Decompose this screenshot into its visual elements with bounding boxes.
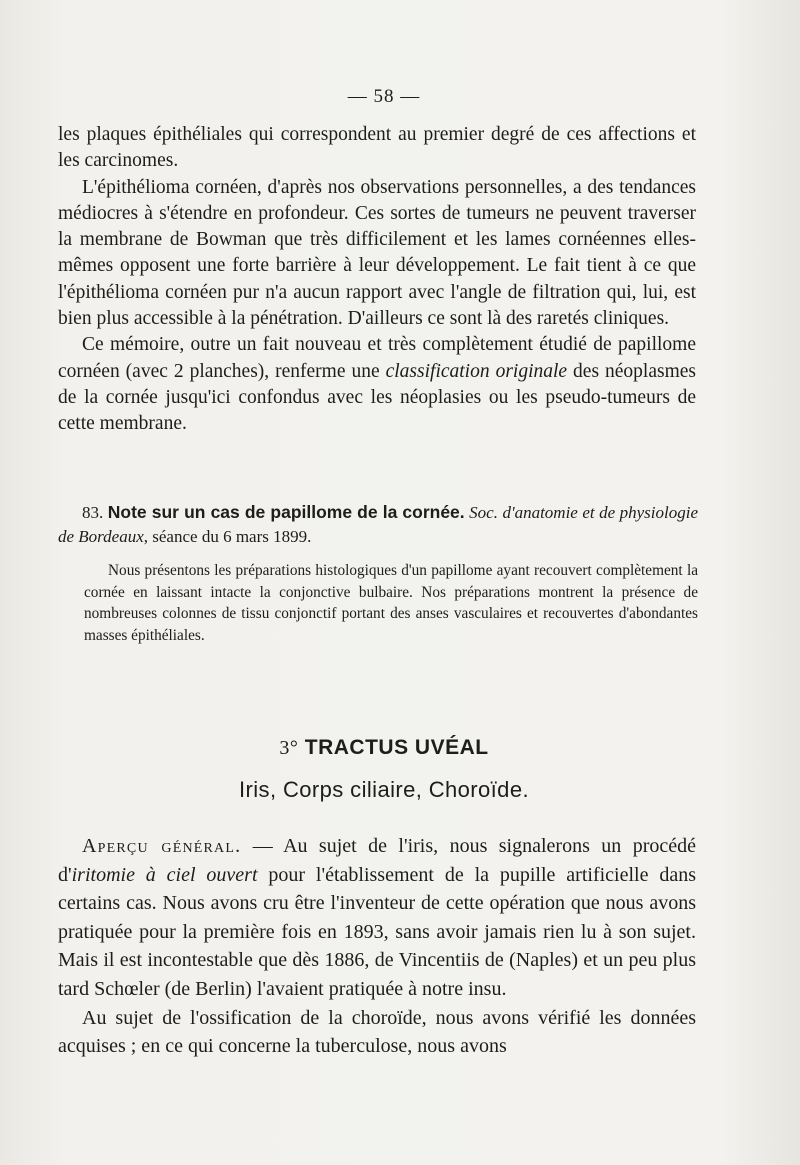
note-journal: Soc. d'anatomie et de physiologie de Bordeaux — [58, 503, 699, 546]
intro-paragraph-2: L'épithélioma cornéen, d'après nos observations personnelles, a des tendances médiocres à s'étendre en profondeur. Ces sortes de tumeurs ne peuvent traverser la membrane de Bowman que très difficilement et les lames cornéennes elles-mêmes opposent une forte barrière à leur développement. Le fait tient à ce que l'épithélioma cornéen pur n'a aucun rapport avec l'angle de filtration qui, lui, est bien plus accessible à la pénétration. D'ailleurs ce sont là des raretés cliniques. — [58, 176, 696, 330]
overview-text — [58, 832, 696, 1061]
overview-paragraph-2: Au sujet de l'ossification de la choroïde, nous avons vérifié les données acquises ; en ce qui concerne la tuberculose, nous avons — [58, 1006, 696, 1058]
intro-paragraph-1: les plaques épithéliales qui correspondent au premier degré de ces affections et les carcinomes. — [58, 124, 696, 172]
section-title: TRACTUS UVÉAL — [304, 736, 489, 759]
intro-p3-italic: classification originale — [385, 360, 568, 382]
intro-p3-end: des néoplasmes de la cornée jusqu'ici confondus avec les néoplasies ou les pseudo-tumeurs de cette membrane. — [58, 360, 696, 435]
section-number: 3° — [279, 737, 299, 759]
note-summary-text: Nous présentons les préparations histologiques d'un papillome ayant recouvert complètement la cornée en laissant intacte la conjonctive bulbaire. Nos préparations montrent la présence de nombreuses colonnes de tissu conjonctif portant des anses vasculaires et recouvertes d'abondantes masses épithéliales. — [84, 562, 698, 644]
overview-p1-italic: iritomie à ciel ouvert — [71, 863, 258, 886]
note-title: Note sur un cas de papillome de la cornée. — [107, 502, 465, 522]
overview-label: Aperçu général. — [82, 835, 242, 857]
overview-p1-end: pour l'établissement de la pupille artificielle dans certains cas. Nous avons cru être l'inventeur de cette opération que nous avons pratiquée pour la première fois en 1893, sans avoir jamais rien lu à son sujet. Mais il est incontestable que dès 1886, de Vincentiis de (Naples) et un peu plus tard Schœler (de Berlin) l'avaient pratiquée à notre insu. — [58, 863, 696, 1000]
intro-p3-start: Ce mémoire, outre un fait nouveau et très complètement étudié de papillome cornéen (avec 2 planches), renferme une — [58, 334, 696, 382]
note-date: , séance du 6 mars 1899. — [143, 527, 312, 546]
intro-text — [58, 122, 696, 438]
page-number: — 58 — — [347, 86, 421, 107]
section-subtitle: Iris, Corps ciliaire, Choroïde. — [239, 777, 529, 802]
overview-p1-start: — Au sujet de l'iris, nous signalerons un procédé d' — [58, 835, 696, 886]
section-heading — [0, 736, 768, 760]
note-83-heading — [58, 500, 698, 549]
note-83-summary — [84, 560, 698, 646]
note-number: 83. — [82, 503, 104, 522]
intro-paragraph-3 — [58, 332, 696, 437]
overview-paragraph-1 — [58, 832, 696, 1004]
